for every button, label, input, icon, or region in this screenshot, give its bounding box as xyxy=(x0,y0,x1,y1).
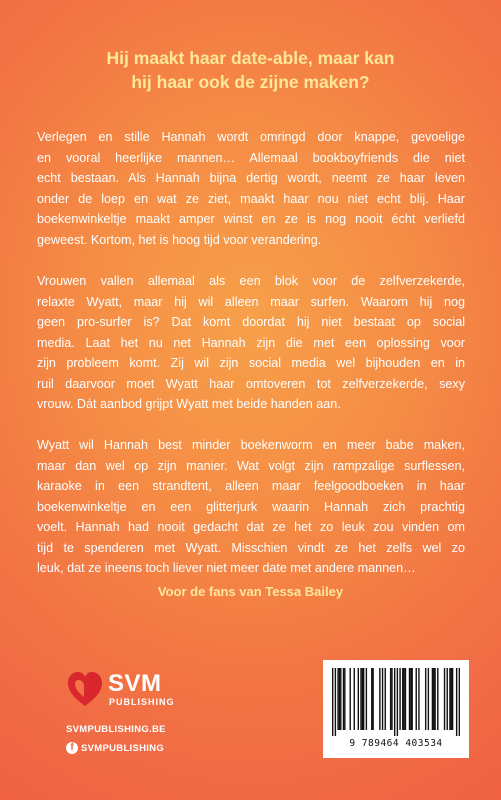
social-handle[interactable] xyxy=(66,741,164,755)
barcode-bar xyxy=(459,668,460,736)
barcode-bar xyxy=(456,668,457,736)
blurb-line: geen pro-surfer is? Dat komt doordat hij niet bestaat op social xyxy=(37,315,465,329)
barcode-bar xyxy=(362,668,363,730)
barcode-bar xyxy=(350,668,351,730)
publisher-website[interactable]: SVMPUBLISHING.BE xyxy=(66,724,166,735)
heart-logo-icon xyxy=(66,670,104,710)
barcode-bar xyxy=(397,668,398,736)
blurb-line: zijn probleem komt. Zij wil zijn social media wel bijhouden en in xyxy=(37,356,465,370)
tagline-line-2: hij haar ook de zijne maken? xyxy=(131,72,370,92)
barcode-bar xyxy=(354,668,355,730)
barcode-bar xyxy=(382,668,383,730)
barcode-bar xyxy=(410,668,411,730)
barcode-bar xyxy=(433,668,434,730)
fans-line: Voor de fans van Tessa Bailey xyxy=(157,584,344,599)
blurb-line: en vooral heerlijke mannen… Allemaal bookboyfriends die niet xyxy=(37,150,465,165)
barcode-bar xyxy=(379,668,380,730)
barcode-bar xyxy=(391,668,392,730)
barcode-bar xyxy=(403,668,404,730)
publisher-logo xyxy=(66,670,186,714)
barcode-bar xyxy=(411,668,412,730)
blurb-line: Wyatt wil Hannah best minder boekenworm en meer babe maken, xyxy=(37,438,465,452)
facebook-icon: f xyxy=(66,742,78,754)
tagline xyxy=(40,46,461,94)
barcode-bar xyxy=(409,668,410,730)
barcode-bar xyxy=(432,668,433,730)
barcode-bar xyxy=(447,668,448,730)
barcode-bar xyxy=(371,668,372,730)
barcode-bar xyxy=(385,668,386,730)
social-handle-text: SVMPUBLISHING xyxy=(81,742,165,754)
barcode-number: 9 789464 403534 xyxy=(349,738,443,749)
blurb-line: relaxte Wyatt, maar hij wil alleen maar surfen. Waarom hij nog xyxy=(37,294,465,309)
barcode-bar xyxy=(366,668,367,730)
barcode-bar xyxy=(418,668,419,730)
barcode-bar xyxy=(402,668,403,730)
blurb-paragraph-2 xyxy=(37,271,465,415)
barcode-bar xyxy=(343,668,344,730)
barcode-bar xyxy=(394,668,395,736)
blurb-line: Vrouwen vallen allemaal als een blok voor de zelfverzekerde, xyxy=(37,274,465,288)
barcode xyxy=(323,660,469,758)
barcode-bar xyxy=(452,668,453,730)
barcode-bar xyxy=(339,668,340,730)
blurb-line: vrouw. Dát aanbod grijpt Wyatt met beide handen aan. xyxy=(37,397,341,411)
barcode-bar xyxy=(399,668,400,730)
blurb-line: Verlegen en stille Hannah wordt omringd door knappe, gevoelige xyxy=(37,130,465,144)
barcode-bar xyxy=(340,668,341,730)
barcode-bar xyxy=(434,668,435,730)
barcode-bar xyxy=(390,668,391,730)
barcode-bars xyxy=(332,668,460,736)
blurb-line: voelt. Hannah had nooit gedacht dat ze het zo leuk zou vinden om xyxy=(37,520,465,534)
barcode-bar xyxy=(405,668,406,730)
barcode-bar xyxy=(425,668,426,730)
barcode-bar xyxy=(428,668,429,730)
blurb-line: onder de loep en wat ze ziet, maakt haar nou niet echt blij. Haar xyxy=(37,191,465,206)
barcode-bar xyxy=(344,668,345,730)
logo-subtext: PUBLISHING xyxy=(109,697,175,707)
blurb-paragraph-1 xyxy=(37,127,465,250)
barcode-bar xyxy=(363,668,364,730)
blurb-line: echt bestaan. Als Hannah bijna dertig wordt, neemt ze haar leven xyxy=(37,171,465,185)
barcode-bar xyxy=(358,668,359,730)
barcode-bar xyxy=(416,668,417,730)
blurb-line: maar dan wel op zijn manier. Wat volgt zijn rampzalige surflessen, xyxy=(37,458,465,473)
logo-text: SVM xyxy=(108,670,162,697)
tagline-line-1: Hij maakt haar date-able, maar kan xyxy=(106,48,395,68)
barcode-bar xyxy=(360,668,361,730)
barcode-bar xyxy=(337,668,338,730)
blurb-paragraph-3 xyxy=(37,435,465,579)
blurb-line: tijd te spenderen met Wyatt. Misschien vindt ze het zelfs wel zo xyxy=(37,540,465,555)
blurb-line: leuk, dat ze ineens toch liever niet meer date met andere mannen… xyxy=(37,561,416,575)
blurb-line: karaoke in een strandtent, alleen maar feelgoodboeken in haar xyxy=(37,479,465,493)
blurb-line: media. Laat het nu net Hannah zijn die met een oplossing voor xyxy=(37,335,465,350)
barcode-bar xyxy=(332,668,333,736)
barcode-bar xyxy=(451,668,452,730)
blurb-line: ruil daarvoor moet Wyatt haar omtoveren tot zelfverzekerde, sexy xyxy=(37,376,465,391)
blurb-line: geweest. Kortom, het is hoog tijd voor verandering. xyxy=(37,232,322,247)
barcode-bar xyxy=(437,668,438,730)
barcode-bar xyxy=(449,668,450,730)
blurb-line: boekenwinkeltje maakt amper winst en ze is nog nooit écht verliefd xyxy=(37,212,465,226)
barcode-bar xyxy=(372,668,373,730)
barcode-bar xyxy=(335,668,336,736)
barcode-bar xyxy=(444,668,445,730)
blurb-line: boekenwinkeltje en een glitterjurk waarin Hannah zich prachtig xyxy=(37,499,465,514)
